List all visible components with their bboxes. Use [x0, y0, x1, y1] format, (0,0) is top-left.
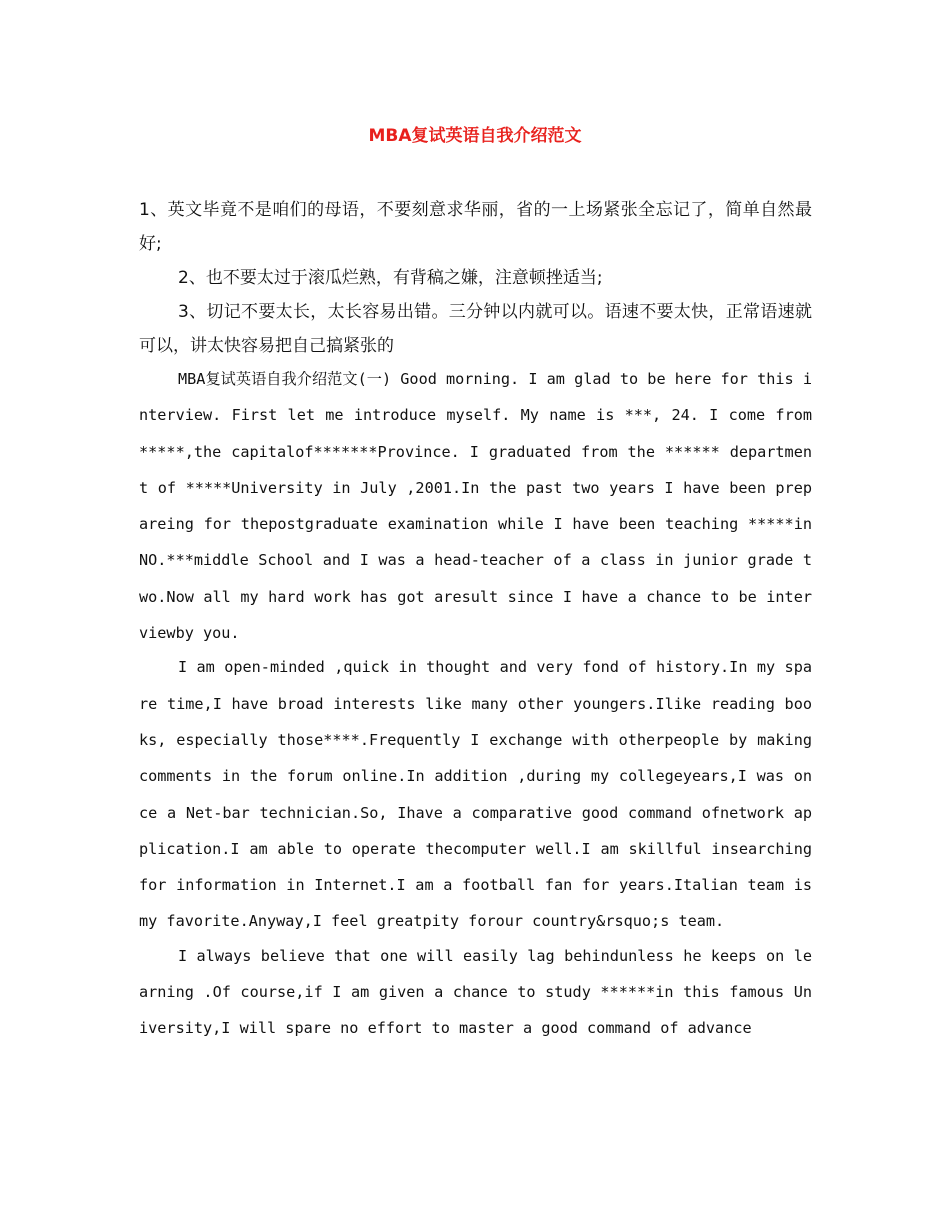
sample-paragraph-2: I am open-minded ,quick in thought and very fond of history.In my spare time,I have broad interests like many other youngers.Ilike reading books, especially those****.Frequently I exchange with otherpeople by making comments in the forum online.In addition ,during my collegeyears,I was once a Net-bar technician.So, Ihave a comparative good command ofnetwork application.I am able to operate thecomputer well.I am skillful insearching for information in Internet.I am a football fan for years.Italian team is my favorite.Anyway,I feel greatpity forour country&rsquo;s team.	[139, 658, 812, 931]
tip-paragraph-1: 1、英文毕竟不是咱们的母语，不要刻意求华丽，省的一上场紧张全忘记了，简单自然最好;	[139, 200, 812, 254]
tip-paragraph-3: 3、切记不要太长，太长容易出错。三分钟以内就可以。语速不要太快，正常语速就可以，讲太快容易把自己搞紧张的	[139, 302, 812, 356]
document-body	[139, 193, 812, 1047]
document-title: MBA复试英语自我介绍范文	[368, 126, 582, 146]
tip-paragraph-2: 2、也不要太过于滚瓜烂熟，有背稿之嫌，注意顿挫适当;	[178, 268, 603, 288]
sample-paragraph-3: I always believe that one will easily lag behindunless he keeps on learning .Of course,if I am given a chance to study ******in this famous University,I will spare no effort to master a good command of advance	[139, 946, 812, 1038]
sample-paragraph-1: MBA复试英语自我介绍范文(一) Good morning. I am glad to be here for this interview. First let me introduce myself. My name is ***, 24. I come from *****,the capitalof*******Province. I graduated from the ****** department of *****University in July ,2001.In the past two years I have been prepareing for thepostgraduate examination while I have been teaching *****in NO.***middle School and I was a head-teacher of a class in junior grade two.Now all my hard work has got aresult since I have a chance to be interviewby you.	[139, 370, 812, 643]
